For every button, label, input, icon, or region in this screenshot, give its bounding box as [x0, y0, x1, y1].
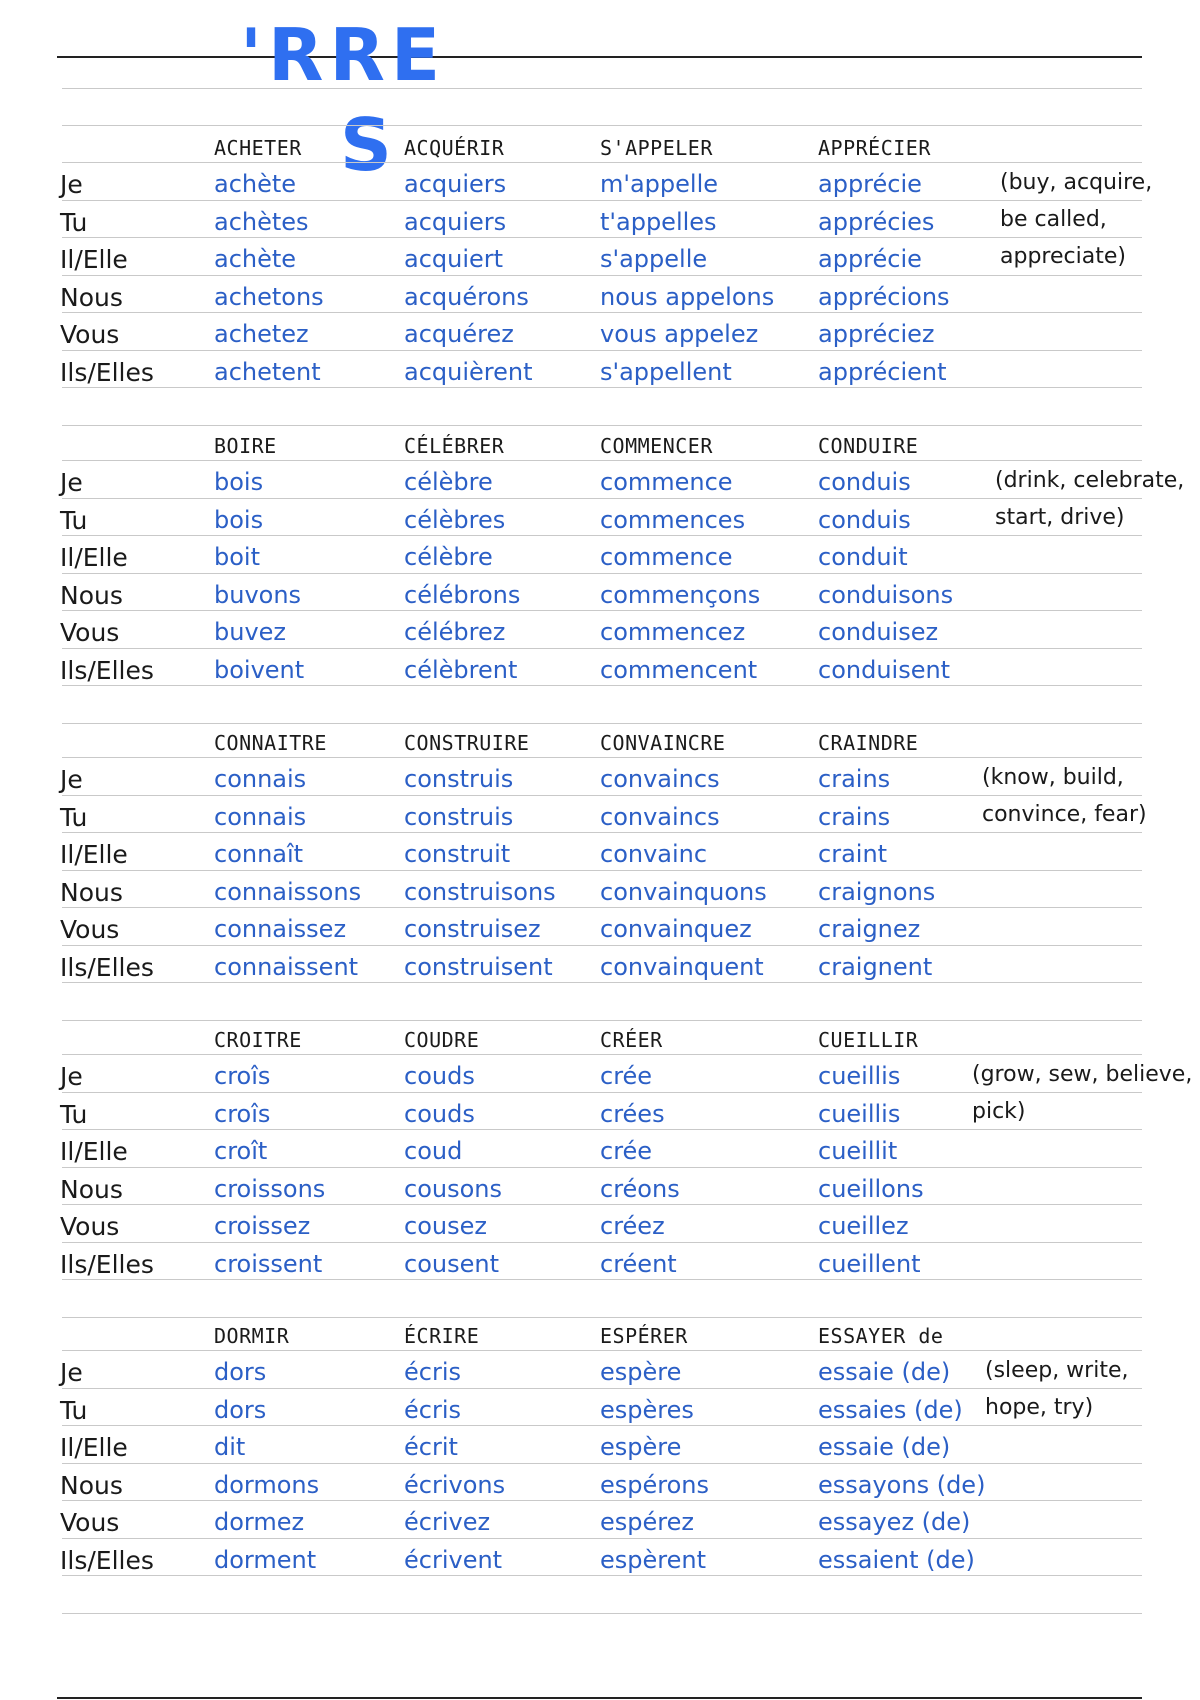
verb-form: conduis [818, 468, 911, 496]
verb-section [0, 725, 1200, 985]
verb-heading: BOIRE [214, 434, 277, 458]
verb-form: construisent [404, 952, 553, 981]
verb-form: s'appellent [600, 357, 732, 386]
verb-form: acquérez [404, 320, 514, 348]
verb-form: acquièrent [404, 357, 533, 386]
conjugation-row [0, 316, 1200, 353]
verb-heading: S'APPELER [600, 136, 713, 160]
verb-heading: CRAINDRE [818, 731, 919, 755]
verb-form: conduit [818, 543, 908, 571]
verb-form: convainc [600, 840, 708, 868]
verb-form: créons [600, 1174, 680, 1203]
pronoun-label: Nous [60, 580, 123, 610]
verb-section [0, 428, 1200, 688]
verb-form: dormons [214, 1470, 320, 1499]
verb-form: commences [600, 505, 746, 534]
verb-form: célèbre [404, 468, 493, 496]
verb-heading: CÉLÉBRER [404, 434, 505, 458]
verb-form: apprécie [818, 170, 922, 198]
verb-form: acquérons [404, 282, 529, 311]
verb-form: crains [818, 802, 891, 831]
verb-form: achetez [214, 320, 309, 348]
verb-form: essayons (de) [818, 1470, 986, 1499]
verb-form: dormez [214, 1508, 305, 1536]
verb-form: croîs [214, 1099, 271, 1128]
verb-form: cousez [404, 1212, 487, 1240]
verb-form: connais [214, 765, 307, 793]
verb-form: crées [600, 1099, 665, 1128]
verb-form: craint [818, 840, 888, 868]
pronoun-label: Il/Elle [60, 543, 128, 572]
verb-form: célèbre [404, 543, 493, 571]
conjugation-row [0, 1429, 1200, 1466]
verb-form: écris [404, 1358, 461, 1386]
verb-heading: ESPÉRER [600, 1324, 688, 1348]
verb-form: connais [214, 802, 307, 831]
pronoun-label: Il/Elle [60, 840, 128, 869]
verb-form: achetons [214, 282, 324, 311]
verb-form: commence [600, 543, 733, 571]
ruled-line [62, 88, 1142, 89]
verb-form: craignent [818, 952, 933, 981]
translation-note: (buy, acquire, [1000, 170, 1153, 195]
verb-form: croîs [214, 1062, 271, 1090]
conjugation-row [0, 354, 1200, 391]
verb-form: cueillit [818, 1137, 898, 1165]
verb-form: conduisons [818, 580, 954, 609]
pronoun-label: Tu [60, 1395, 88, 1425]
pronoun-label: Ils/Elles [60, 1249, 154, 1279]
verb-section [0, 1318, 1200, 1578]
ruled-line [62, 125, 1142, 126]
verb-form: espérez [600, 1508, 694, 1536]
verb-form: crains [818, 765, 891, 793]
verb-form: construis [404, 802, 514, 831]
translation-note: hope, try) [985, 1395, 1094, 1420]
verb-form: nous appelons [600, 282, 775, 311]
translation-note: (drink, celebrate, [995, 468, 1185, 493]
conjugation-row [0, 1246, 1200, 1283]
verb-form: commencez [600, 618, 746, 646]
pronoun-label: Nous [60, 1174, 123, 1204]
verb-form: écris [404, 1395, 461, 1424]
verb-heading: CONSTRUIRE [404, 731, 530, 755]
verb-form: apprécions [818, 282, 950, 311]
pronoun-label: Vous [60, 1212, 120, 1241]
translation-note: be called, [1000, 207, 1107, 232]
verb-form: croissez [214, 1212, 311, 1240]
verb-form: conduis [818, 505, 911, 534]
conjugation-row [0, 1504, 1200, 1541]
verb-form: t'appelles [600, 207, 717, 236]
pronoun-label: Nous [60, 1470, 123, 1500]
conjugation-row [0, 279, 1200, 316]
translation-note: (know, build, [982, 765, 1124, 790]
verb-form: commence [600, 468, 733, 496]
verb-form: espère [600, 1358, 682, 1386]
verb-form: acquiers [404, 207, 507, 236]
verb-heading: ÉCRIRE [404, 1324, 480, 1348]
verb-heading: ACQUÉRIR [404, 136, 505, 160]
verb-heading: APPRÉCIER [818, 136, 931, 160]
verb-form: dit [214, 1433, 246, 1461]
pronoun-label: Je [60, 765, 83, 794]
conjugation-row [0, 911, 1200, 948]
verb-form: construisez [404, 915, 541, 943]
translation-note: (sleep, write, [985, 1358, 1129, 1383]
verb-form: buvons [214, 580, 302, 609]
verb-form: achète [214, 170, 297, 198]
verb-form: convaincs [600, 802, 720, 831]
verb-form: couds [404, 1062, 475, 1090]
translation-note: appreciate) [1000, 244, 1126, 269]
verb-heading: CRÉER [600, 1028, 663, 1052]
verb-form: vous appelez [600, 320, 759, 348]
verb-form: craignons [818, 877, 936, 906]
pronoun-label: Tu [60, 1099, 88, 1129]
verb-section [0, 130, 1200, 390]
verb-form: bois [214, 468, 264, 496]
verb-form: espérons [600, 1470, 710, 1499]
verb-form: construit [404, 840, 511, 868]
verb-form: couds [404, 1099, 475, 1128]
pronoun-label: Nous [60, 282, 123, 312]
verb-form: s'appelle [600, 245, 708, 273]
verb-form: bois [214, 505, 264, 534]
verb-form: construisons [404, 877, 556, 906]
verb-form: croissons [214, 1174, 326, 1203]
pronoun-label: Nous [60, 877, 123, 907]
pronoun-label: Vous [60, 915, 120, 944]
ruled-line [62, 1613, 1142, 1614]
translation-note: pick) [972, 1099, 1026, 1124]
bottom-rule [57, 1697, 1142, 1699]
conjugation-row [0, 539, 1200, 576]
verb-form: acquiert [404, 245, 504, 273]
pronoun-label: Ils/Elles [60, 655, 154, 685]
pronoun-label: Vous [60, 618, 120, 647]
verb-form: espères [600, 1395, 694, 1424]
verb-form: créent [600, 1249, 677, 1278]
verb-form: apprécie [818, 245, 922, 273]
verb-form: essaie (de) [818, 1358, 951, 1386]
conjugation-row [0, 1467, 1200, 1504]
verb-heading: CONVAINCRE [600, 731, 726, 755]
translation-note: convince, fear) [982, 802, 1147, 827]
top-rule [57, 56, 1142, 58]
verb-heading: CROITRE [214, 1028, 302, 1052]
translation-note: start, drive) [995, 505, 1125, 530]
verb-form: essaies (de) [818, 1395, 963, 1424]
verb-form: essaie (de) [818, 1433, 951, 1461]
verb-form: conduisez [818, 618, 939, 646]
verb-form: achètes [214, 207, 309, 236]
verb-heading: ACHETER [214, 136, 302, 160]
verb-form: connaît [214, 840, 304, 868]
verb-form: écrivez [404, 1508, 491, 1536]
translation-note: (grow, sew, believe, [972, 1062, 1193, 1087]
verb-form: célèbres [404, 505, 506, 534]
verb-form: achète [214, 245, 297, 273]
pronoun-label: Vous [60, 1508, 120, 1537]
verb-form: espèrent [600, 1545, 706, 1574]
conjugation-row [0, 652, 1200, 689]
verb-form: cueillez [818, 1212, 909, 1240]
title-right: S [340, 103, 398, 187]
pronoun-label: Ils/Elles [60, 952, 154, 982]
pronoun-label: Vous [60, 320, 120, 349]
verb-form: boivent [214, 655, 305, 684]
verb-form: convaincs [600, 765, 720, 793]
verb-form: écrivons [404, 1470, 506, 1499]
verb-heading: DORMIR [214, 1324, 290, 1348]
verb-form: cueillent [818, 1249, 921, 1278]
verb-form: essaient (de) [818, 1545, 975, 1574]
verb-form: acquiers [404, 170, 507, 198]
conjugation-row [0, 874, 1200, 911]
verb-form: célébrez [404, 618, 506, 646]
verb-form: cueillis [818, 1062, 901, 1090]
verb-form: créez [600, 1212, 665, 1240]
verb-form: appréciez [818, 320, 935, 348]
verb-heading: COUDRE [404, 1028, 480, 1052]
verb-form: dors [214, 1395, 267, 1424]
conjugation-row [0, 1133, 1200, 1170]
pronoun-label: Ils/Elles [60, 1545, 154, 1575]
verb-form: buvez [214, 618, 287, 646]
verb-form: cousent [404, 1249, 499, 1278]
verb-heading: CONDUIRE [818, 434, 919, 458]
conjugation-row [0, 1208, 1200, 1245]
verb-form: convainquez [600, 915, 752, 943]
verb-form: essayez (de) [818, 1508, 971, 1536]
title-left: 'RRE [240, 13, 447, 97]
verb-form: commencent [600, 655, 758, 684]
pronoun-label: Il/Elle [60, 1433, 128, 1462]
conjugation-row [0, 577, 1200, 614]
pronoun-label: Je [60, 1062, 83, 1091]
ruled-line [62, 723, 1142, 724]
verb-form: conduisent [818, 655, 951, 684]
verb-form: m'appelle [600, 170, 719, 198]
verb-form: connaissez [214, 915, 347, 943]
verb-form: connaissons [214, 877, 362, 906]
verb-form: boit [214, 543, 260, 571]
verb-form: écrivent [404, 1545, 503, 1574]
verb-form: apprécies [818, 207, 935, 236]
verb-form: célébrons [404, 580, 521, 609]
ruled-line [62, 425, 1142, 426]
verb-form: écrit [404, 1433, 458, 1461]
pronoun-label: Tu [60, 802, 88, 832]
verb-form: convainquent [600, 952, 764, 981]
verb-form: convainquons [600, 877, 767, 906]
verb-section [0, 1022, 1200, 1282]
verb-form: crée [600, 1062, 653, 1090]
verb-form: cueillons [818, 1174, 924, 1203]
pronoun-label: Ils/Elles [60, 357, 154, 387]
verb-form: apprécient [818, 357, 947, 386]
verb-form: craignez [818, 915, 921, 943]
conjugation-row [0, 614, 1200, 651]
verb-heading: CONNAITRE [214, 731, 327, 755]
ruled-line [62, 1020, 1142, 1021]
verb-heading: ESSAYER de [818, 1324, 944, 1348]
verb-heading: COMMENCER [600, 434, 713, 458]
conjugation-row [0, 1542, 1200, 1579]
pronoun-label: Je [60, 1358, 83, 1387]
verb-form: commençons [600, 580, 761, 609]
conjugation-row [0, 949, 1200, 986]
verb-form: croît [214, 1137, 268, 1165]
verb-heading: CUEILLIR [818, 1028, 919, 1052]
pronoun-label: Tu [60, 207, 88, 237]
verb-form: construis [404, 765, 514, 793]
verb-form: espère [600, 1433, 682, 1461]
verb-form: croissent [214, 1249, 323, 1278]
verb-form: connaissent [214, 952, 359, 981]
verb-form: dorment [214, 1545, 317, 1574]
conjugation-row [0, 836, 1200, 873]
verb-form: achetent [214, 357, 321, 386]
conjugation-row [0, 1171, 1200, 1208]
verb-form: cousons [404, 1174, 502, 1203]
pronoun-label: Il/Elle [60, 245, 128, 274]
verb-form: cueillis [818, 1099, 901, 1128]
pronoun-label: Je [60, 170, 83, 199]
pronoun-label: Il/Elle [60, 1137, 128, 1166]
verb-form: coud [404, 1137, 463, 1165]
verb-form: dors [214, 1358, 267, 1386]
pronoun-label: Tu [60, 505, 88, 535]
pronoun-label: Je [60, 468, 83, 497]
verb-form: crée [600, 1137, 653, 1165]
verb-form: célèbrent [404, 655, 518, 684]
